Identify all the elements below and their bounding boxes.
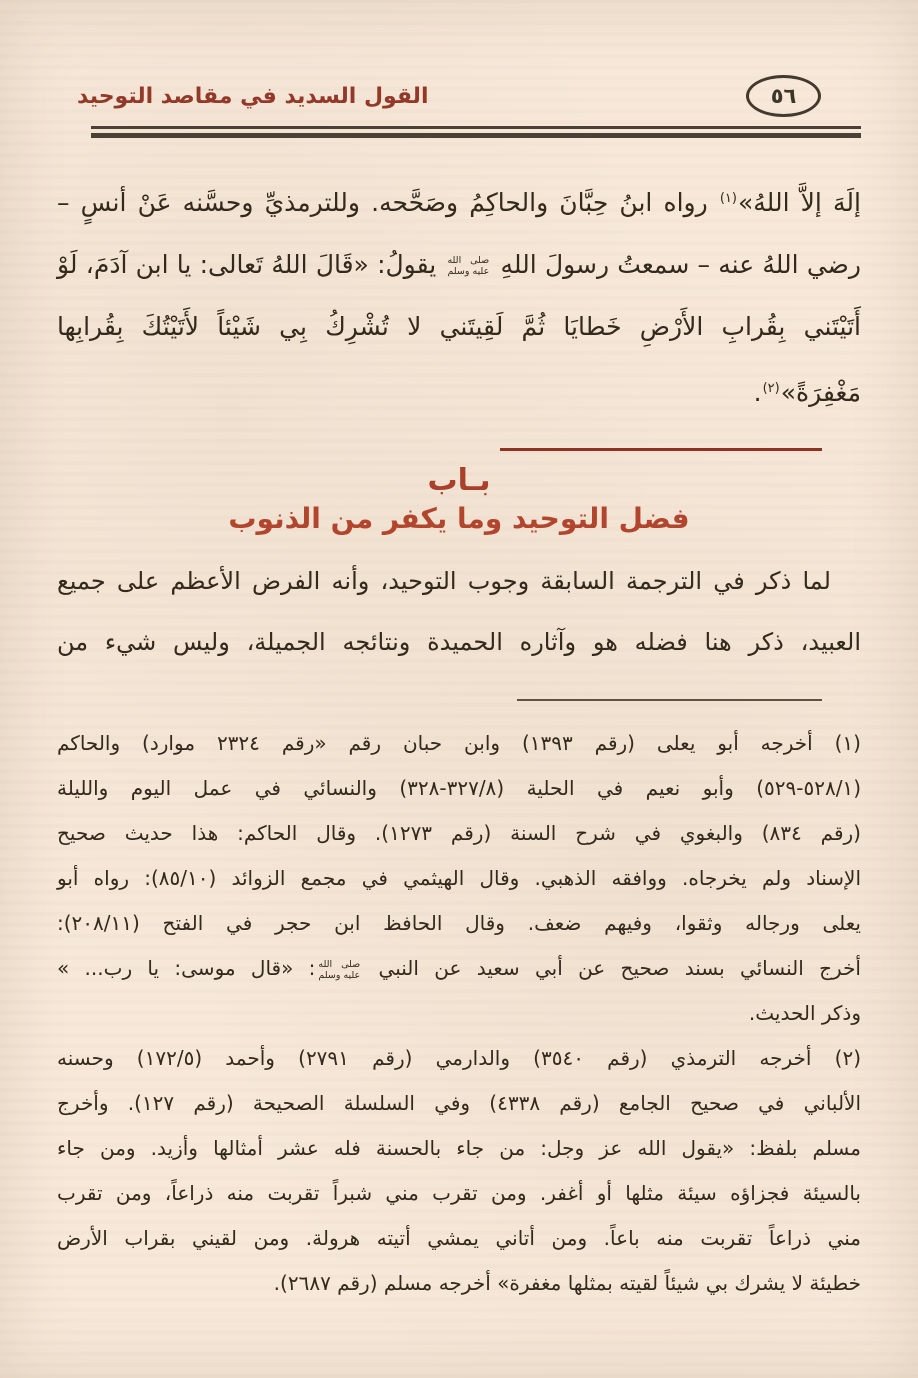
text-line: [57, 721, 861, 766]
text-line: [57, 946, 861, 991]
text-line: [57, 1216, 861, 1261]
text-segment: بالسيئة فجزاؤه سيئة مثلها أو أغفر. ومن تقرب مني شبراً تقربت منه ذراعاً، ومن تقرب: [57, 1181, 861, 1205]
saw-honorific-top: صلى الله: [447, 255, 490, 267]
saw-honorific-bottom: عليه وسلم: [318, 969, 361, 981]
text-segment: (رقم ٨٣٤) والبغوي في شرح السنة (رقم ١٢٧٣). وقال الحاكم: هذا حديث صحيح: [57, 821, 861, 845]
text-segment: خطيئة لا يشرك بي شيئاً لقيته بمثلها مغفرة» أخرجه مسلم (رقم ٢٦٨٧).: [273, 1271, 861, 1295]
text-segment: (١) أخرجه أبو يعلى (رقم ١٣٩٣) وابن حبان رقم «رقم ٢٣٢٤ موارد) والحاكم: [57, 731, 861, 755]
text-line: [57, 1081, 861, 1126]
text-line: [57, 856, 861, 901]
text-segment: مسلم بلفظ: «يقول الله عز وجل: من جاء بالحسنة فله عشر أمثالها وأزيد. ومن جاء: [57, 1136, 861, 1160]
text-line: [57, 1126, 861, 1171]
text-segment: (٢) أخرجه الترمذي (رقم ٣٥٤٠) والدارمي (رقم ٢٧٩١) وأحمد (١٧٢/٥) وحسنه: [57, 1046, 861, 1070]
commentary-paragraph: [57, 551, 861, 673]
text-segment: أخرج النسائي بسند صحيح عن أبي سعيد عن النبي: [363, 956, 861, 980]
footnote-marker: (١): [719, 191, 737, 206]
text-line: [57, 991, 861, 1036]
footnote-separator-rule: [517, 699, 822, 701]
text-segment: يعلى ورجاله وثقوا، وفيهم ضعف. وقال الحافظ ابن حجر في الفتح (٢٠٨/١١):: [57, 911, 861, 935]
text-segment: وذكر الحديث.: [748, 1001, 861, 1025]
text-segment: أَتَيْتَني بِقُرابِ الأَرْضِ خَطايَا ثُمَّ لَقِيتَني لا تُشْرِكُ بِي شَيْئاً لأَتَيْتُكَ بِقُرابِها: [57, 312, 861, 341]
text-line: [57, 1036, 861, 1081]
bab-heading: بـاب: [427, 463, 491, 498]
text-segment: مَغْفِرَةً»: [780, 378, 861, 407]
text-line: [57, 1171, 861, 1216]
page-number: ٥٦: [770, 84, 797, 108]
text-segment: .: [753, 378, 762, 407]
text-segment: لما ذكر في الترجمة السابقة وجوب التوحيد، وأنه الفرض الأعظم على جميع: [57, 567, 831, 595]
text-line: [57, 1261, 861, 1306]
text-line: [57, 901, 861, 946]
text-segment: الإسناد ولم يخرجاه. ووافقه الذهبي. وقال الهيثمي في مجمع الزوائد (٨٥/١٠): رواه أبو: [57, 866, 862, 890]
saw-honorific-bottom: عليه وسلم: [447, 266, 490, 277]
text-line: [57, 766, 861, 811]
text-segment: الألباني في صحيح الجامع (رقم ٤٣٣٨) وفي السلسلة الصحيحة (رقم ١٢٧). وأخرج: [57, 1091, 862, 1115]
text-segment: مني ذراعاً تقربت منه باعاً. ومن أتاني يمشي أتيته هرولة. ومن لقيني بقراب الأرض: [57, 1226, 861, 1250]
text-segment: (٥٢٨/١-٥٢٩) وأبو نعيم في الحلية (٣٢٧/٨-٣٢٨) والنسائي في عمل اليوم والليلة: [57, 776, 861, 800]
text-segment: إلَهَ إلاَّ اللهُ»: [737, 188, 861, 217]
text-line: [57, 168, 861, 234]
footnote-marker: (٢): [762, 381, 780, 396]
text-segment: يقولُ: «قَالَ اللهُ تَعالى: يا ابن آدَمَ، لَوْ: [57, 250, 445, 279]
header-double-rule: [91, 126, 861, 138]
text-segment: العبيد، ذكر هنا فضله هو وآثاره الحميدة ونتائجه الجميلة، وليس شيء من: [57, 628, 861, 656]
text-line: [57, 811, 861, 856]
book-title: القول السديد في مقاصد التوحيد: [77, 83, 429, 109]
saw-honorific-icon: [447, 256, 489, 277]
text-segment: : «قال موسى: يا رب... »: [57, 956, 316, 980]
saw-honorific-top: صلى الله: [318, 958, 361, 970]
text-line: [57, 296, 861, 358]
main-text-area: [57, 168, 861, 673]
chapter-title: فضل التوحيد وما يكفر من الذنوب: [228, 502, 690, 535]
saw-honorific-icon: [318, 960, 360, 981]
text-line: [57, 234, 861, 296]
text-segment: رواه ابنُ حِبَّانَ والحاكِمُ وصَحَّحه. وللترمذيِّ وحسَّنه عَنْ أنسٍ –: [57, 188, 719, 217]
text-segment: رضي اللهُ عنه – سمعتُ رسولَ اللهِ: [492, 250, 861, 279]
text-line: [57, 551, 861, 612]
page-number-badge: [746, 75, 821, 117]
text-line: [57, 358, 861, 424]
hadith-paragraph: [57, 168, 861, 424]
running-header: [57, 74, 861, 118]
text-line: [57, 612, 861, 673]
section-divider-rule: [500, 448, 822, 451]
footnotes-block: [57, 721, 861, 1306]
